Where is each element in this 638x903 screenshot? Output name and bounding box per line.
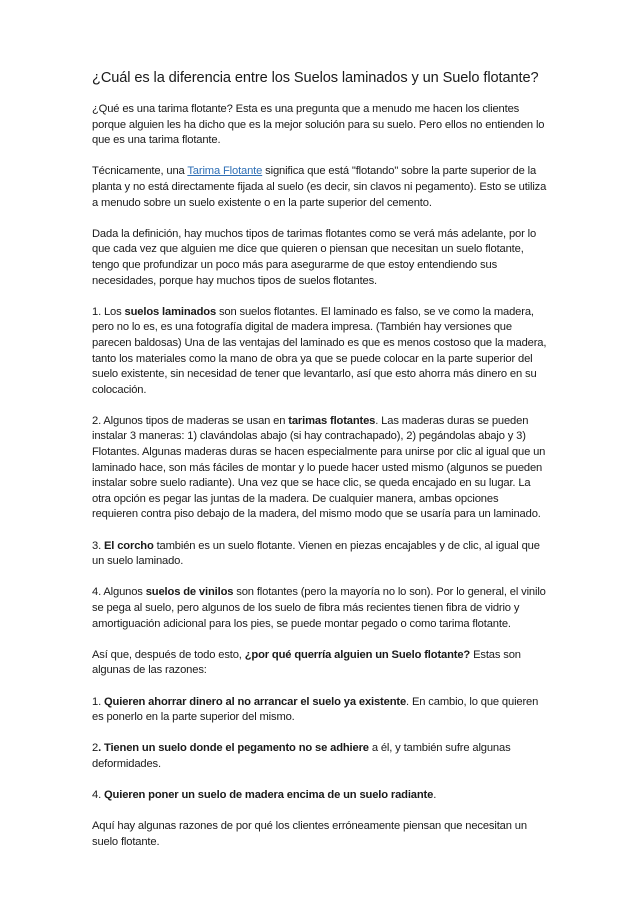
bold-term: El corcho [104,539,154,552]
text-span: . En cambio, lo que quieren es ponerlo en la parte superior del mismo. [92,695,539,724]
page-title: ¿Cuál es la diferencia entre los Suelos laminados y un Suelo flotante? [92,70,539,86]
text-span: 2. Algunos tipos de maderas se usan en [92,414,289,427]
text-span: son suelos flotantes. El laminado es falso, se ve como la madera, pero no lo es, es una fotografía digital de madera impresa. (También hay versiones que parecen baldosas) Una de las ventajas del laminado es que es menos costoso que la madera, tanto los materiales como la mano de obra ya que se puede colocar en la parte superior del suelo existente, sin necesidad de tener que levantarlo, así que esto ahorra más dinero en su colocación. [92,305,547,396]
text-span: significa que está "flotando" sobre la parte superior de la planta y no está directamente fijada al suelo (es decir, sin clavos ni pegamento). Esto se utiliza a menudo sobre un suelo existente o en la parte superior del cemento. [92,165,547,209]
bold-term: tarimas flotantes [288,414,376,427]
bold-reason: . Tienen un suelo donde el pegamento no se adhiere [98,742,369,755]
text-span: . [433,789,437,802]
paragraph-laminados [92,305,547,399]
text-span: Estas son algunas de las razones: [92,648,521,677]
paragraph-intro: ¿Qué es una tarima flotante? Esta es una pregunta que a menudo me hacen los clientes porque alguien les ha dicho que es la mejor solución para su suelo. Pero ellos no entienden lo que es una tarima flotante. [92,103,545,147]
bold-term: suelos laminados [124,305,217,318]
text-span: Técnicamente, una [92,165,188,178]
text-span: 1. Los [92,305,125,318]
paragraph-corcho [92,539,547,570]
bold-reason: Quieren poner un suelo de madera encima de un suelo radiante [104,789,434,802]
paragraph-question [92,648,547,679]
text-span: Así que, después de todo esto, [92,648,245,661]
bold-question: ¿por qué querría alguien un Suelo flotante? [244,648,471,661]
paragraph-maderas [92,414,547,523]
paragraph-definition [92,164,547,211]
bold-reason: Quieren ahorrar dinero al no arrancar el suelo ya existente [104,695,407,708]
bold-term: suelos de vinilos [145,586,234,599]
paragraph-closing: Aquí hay algunas razones de por qué los clientes erróneamente piensan que necesitan un suelo flotante. [92,820,527,848]
text-span: a él, y también sufre algunas deformidades. [92,742,511,770]
paragraph-types: Dada la definición, hay muchos tipos de tarimas flotantes como se verá más adelante, por lo que cada vez que alguien me dice que quieren o piensan que necesitan un suelo flotante, tengo que profundizar un poco más para asegurarme de que estoy entendiendo sus necesidades, porque hay muchos tipos de suelos flotantes. [92,227,537,287]
paragraph-reason-1 [92,695,547,726]
text-span: también es un suelo flotante. Vienen en piezas encajables y de clic, al igual que un suelo laminado. [92,539,540,568]
text-span: 4. [92,789,104,802]
text-span: 2 [92,742,99,755]
paragraph-vinilos [92,585,547,632]
text-span: son flotantes (pero la mayoría no lo son). Por lo general, el vinilo se pega al suelo, pero algunos de los suelo de fibra más recientes tienen fibra de vidrio y amortiguación adicional para los pies, se puede montar pegado o como tarima flotante. [92,586,546,630]
tarima-flotante-link[interactable]: Tarima Flotante [187,165,263,178]
text-span: . Las maderas duras se pueden instalar 3 maneras: 1) clavándolas abajo (si hay contrachapado), 2) pegándolas abajo y 3) Flotantes. Algunas maderas duras se hacen especialmente para unirse por clic al igual que un laminado hace, son más fáciles de montar y lo puede hacer usted mismo (algunos se pueden instalar sobre suelo radiante). Una vez que se hace clic, se queda encajado en su lugar. La otra opción es pegar las juntas de la madera. De cualquier manera, ambas opciones requieren contra piso debajo de la madera, del mismo modo que se usaría para un laminado. [92,414,546,521]
text-span: 4. Algunos [92,586,146,599]
document-body [92,68,547,866]
paragraph-reason-4 [92,788,547,804]
paragraph-reason-2 [92,741,547,772]
text-span: 1. [92,695,104,708]
text-span: 3. [92,539,104,552]
